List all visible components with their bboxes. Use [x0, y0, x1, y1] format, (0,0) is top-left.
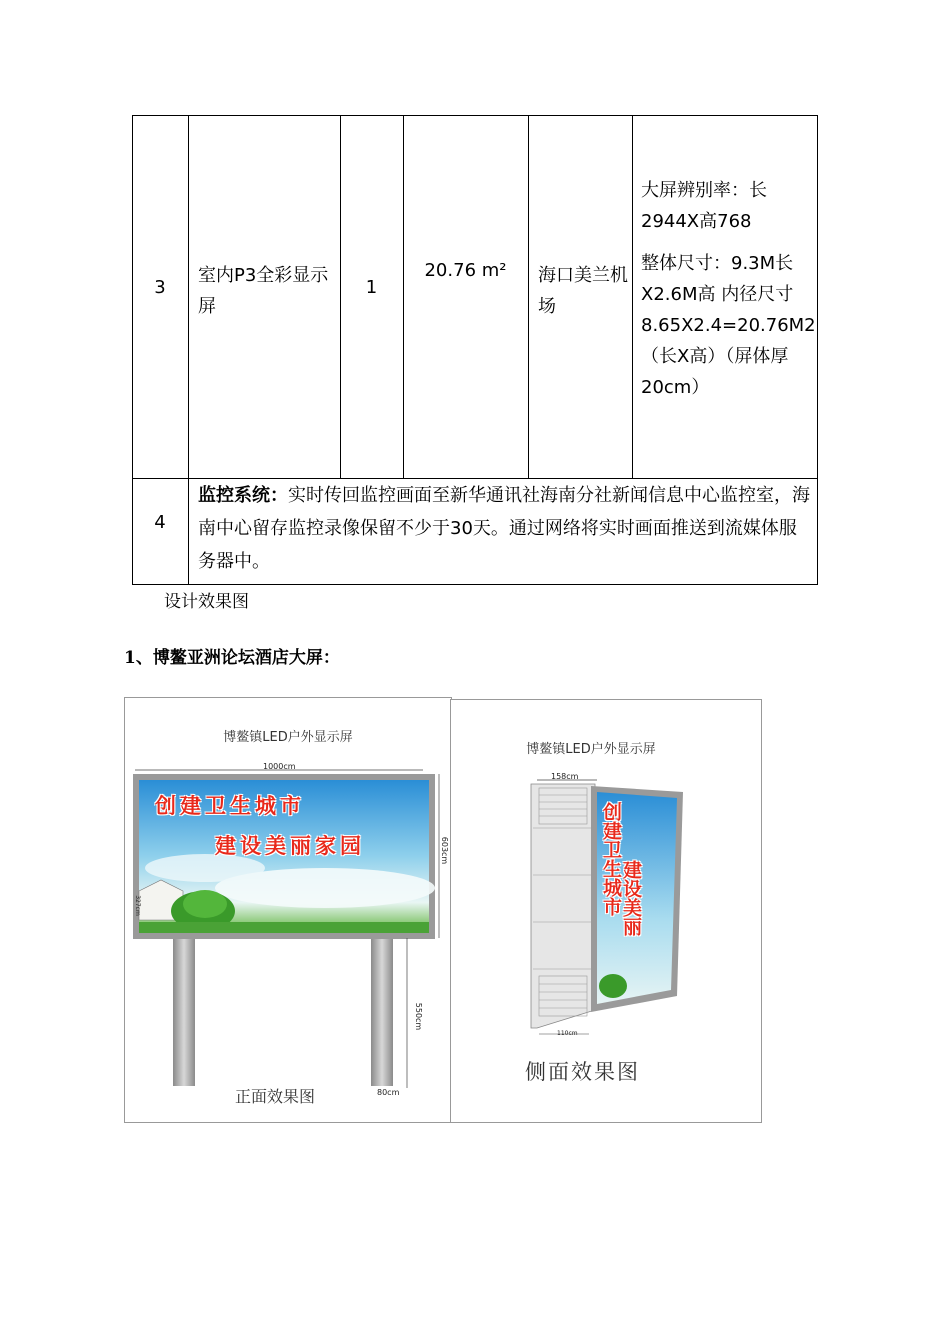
- front-height-dimension: 603cm: [440, 836, 450, 865]
- table-col-divider: [632, 115, 633, 478]
- quantity: 1: [365, 277, 378, 298]
- area: 20.76 m²: [424, 260, 507, 281]
- side-figure-title: 博鳌镇LED户外显示屏: [526, 742, 656, 757]
- monitoring-label: 监控系统：: [198, 485, 288, 506]
- front-slogan-2: 建设美丽家园: [215, 833, 365, 858]
- section-heading: 1、博鳌亚洲论坛酒店大屏：: [124, 648, 340, 668]
- front-left-dimension: 327cm: [133, 895, 141, 916]
- row-number: 3: [154, 277, 166, 298]
- side-slogan-1: 创建卫生城市: [600, 802, 622, 916]
- spec-resolution: 大屏辨别率：长2944X高768: [641, 180, 767, 232]
- side-figure-label: 侧面效果图: [525, 1060, 640, 1084]
- monitoring-text: 实时传回监控画面至新华通讯社海南分社新闻信息中心监控室，海南中心留存监控录像保留不少于30天。通过网络将实时画面推送到流媒体服务器中。: [198, 485, 810, 572]
- side-depth-dimension: 158cm: [551, 772, 579, 781]
- location: 海口美兰机场: [538, 265, 628, 317]
- front-figure-label: 正面效果图: [235, 1087, 316, 1106]
- row-number: 4: [154, 512, 166, 533]
- spec-table: [132, 115, 818, 585]
- side-view-figure: [450, 699, 762, 1123]
- table-border-bottom: [132, 584, 818, 585]
- table-col-divider: [188, 115, 189, 585]
- spec-size: 整体尺寸：9.3M长X2.6M高 内径尺寸8.65X2.4=20.76M2（长X高）（屏体厚20cm）: [641, 253, 816, 398]
- front-slogan-1: 创建卫生城市: [155, 793, 305, 818]
- front-width-dimension: 1000cm: [263, 762, 296, 771]
- front-view-figure: [124, 697, 452, 1123]
- side-bottom-dimension: 110cm: [557, 1030, 578, 1037]
- section-caption: 设计效果图: [164, 592, 249, 612]
- pole-height-dimension: 550cm: [414, 1002, 424, 1031]
- pole-width-dimension: 80cm: [377, 1088, 400, 1097]
- table-border-top: [132, 115, 818, 116]
- side-slogan-2: 建设美丽: [620, 860, 642, 936]
- table-col-divider: [403, 115, 404, 478]
- table-col-divider: [528, 115, 529, 478]
- product-name: 室内P3全彩显示屏: [198, 265, 329, 317]
- table-border-right: [817, 115, 818, 585]
- front-figure-title: 博鳌镇LED户外显示屏: [223, 730, 353, 745]
- monitoring-desc: [198, 479, 812, 578]
